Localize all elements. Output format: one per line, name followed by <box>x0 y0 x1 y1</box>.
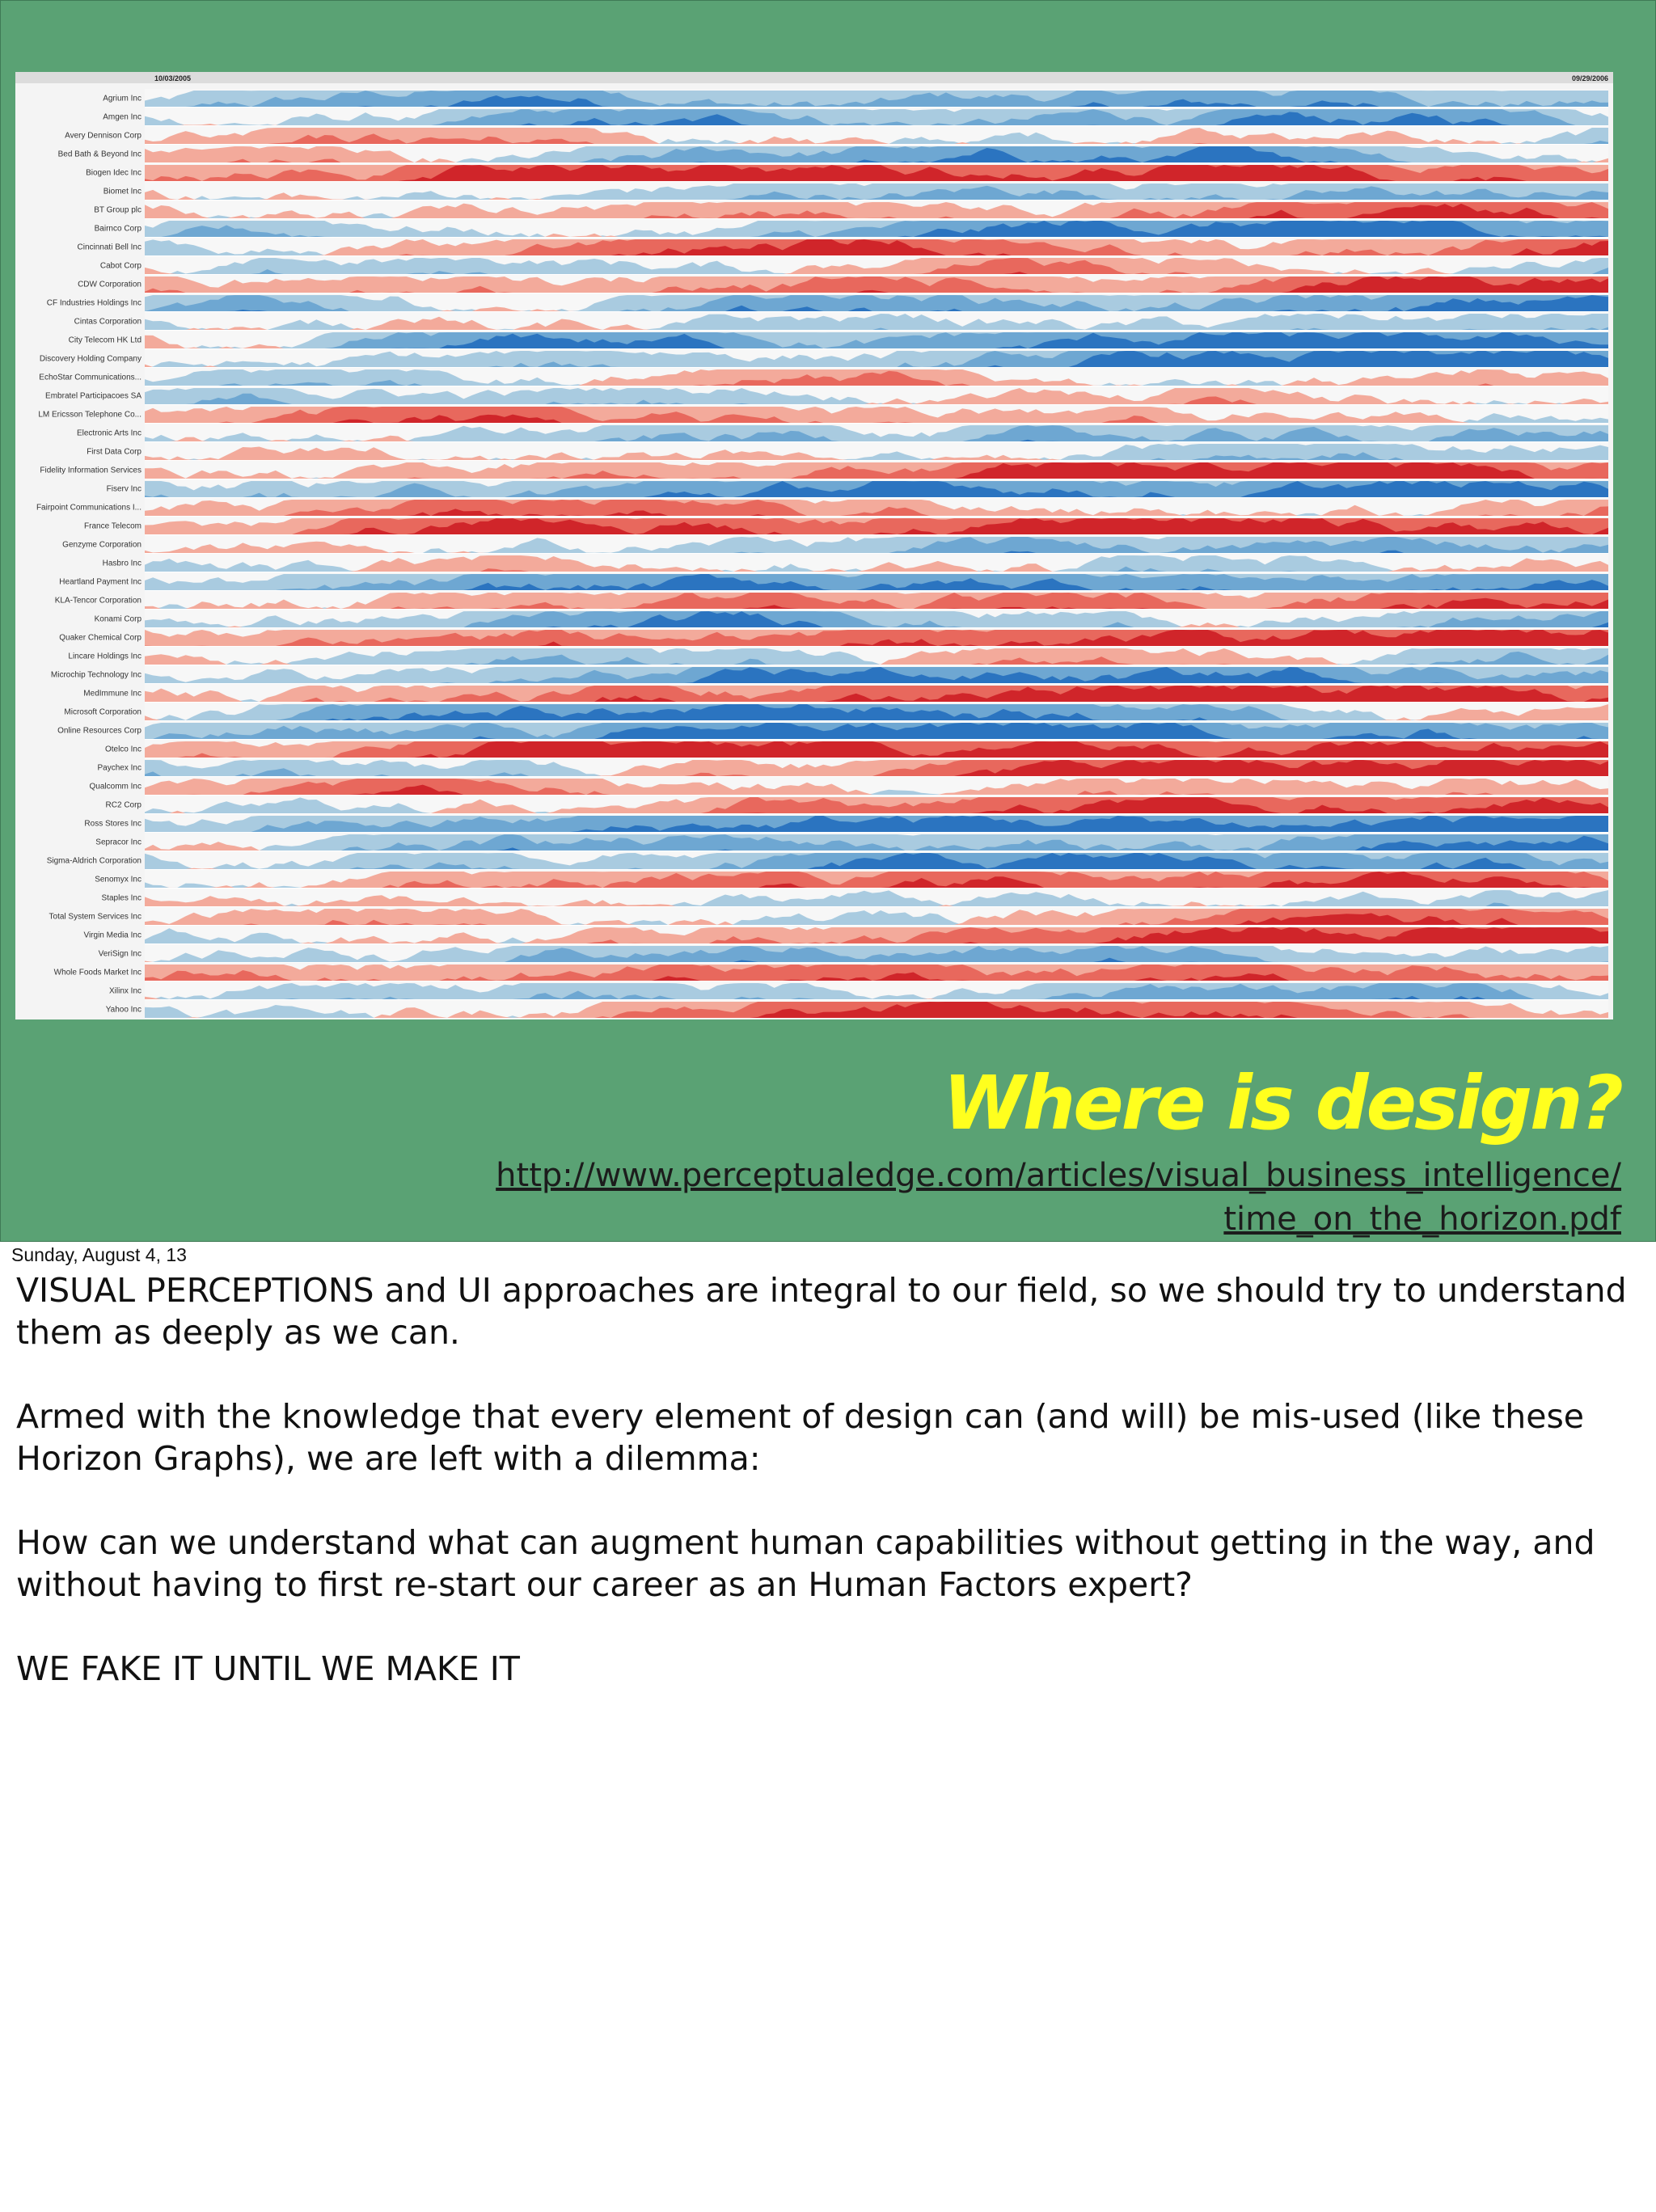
company-label: Microsoft Corporation <box>64 707 142 717</box>
horizon-row <box>107 479 1608 498</box>
company-label: Cabot Corp <box>99 261 142 271</box>
notes-paragraph: Armed with the knowledge that every element of design can (and will) be mis-used (like these Horizon Graphs), we are left with a dilemma: <box>16 1397 1585 1478</box>
company-label: LM Ericsson Telephone Co... <box>38 410 142 420</box>
horizon-row <box>38 405 1608 424</box>
horizon-row <box>78 238 1608 256</box>
company-label: RC2 Corp <box>105 800 142 810</box>
horizon-row <box>45 386 1608 405</box>
company-label: Online Resources Corp <box>57 726 142 736</box>
horizon-row <box>68 647 1608 665</box>
horizon-row <box>74 312 1608 331</box>
company-label: VeriSign Inc <box>98 949 142 959</box>
horizon-row <box>54 963 1608 981</box>
company-label: Otelco Inc <box>104 745 142 754</box>
company-label: Cintas Corporation <box>74 317 142 327</box>
company-label: Embratel Participacoes SA <box>45 391 142 401</box>
horizon-row <box>77 424 1608 442</box>
company-label: Qualcomm Inc <box>89 782 142 792</box>
company-label: BT Group plc <box>94 205 142 215</box>
horizon-row <box>102 889 1608 907</box>
horizon-row <box>94 201 1608 219</box>
horizon-row <box>57 721 1608 740</box>
horizon-row <box>40 349 1608 368</box>
horizon-row <box>86 163 1608 182</box>
company-label: Discovery Holding Company <box>39 354 142 364</box>
horizon-row <box>95 610 1608 628</box>
horizon-row <box>47 851 1608 870</box>
company-label: Biogen Idec Inc <box>86 168 142 178</box>
company-label: Agrium Inc <box>103 94 142 103</box>
speaker-notes <box>16 1269 1641 1732</box>
horizon-row <box>51 665 1608 684</box>
horizon-row <box>104 182 1608 201</box>
horizon-row <box>47 293 1608 312</box>
company-label: Microchip Technology Inc <box>50 670 142 680</box>
horizon-row <box>62 535 1608 554</box>
source-link-line-2[interactable]: time_on_the_horizon.pdf <box>1223 1201 1621 1238</box>
horizon-row <box>58 145 1608 163</box>
horizon-row <box>64 703 1608 721</box>
company-label: Lincare Holdings Inc <box>68 652 142 661</box>
company-label: Konami Corp <box>94 614 142 624</box>
company-label: KLA-Tencor Corporation <box>54 596 142 606</box>
horizon-row <box>59 572 1608 591</box>
horizon-row <box>95 833 1608 851</box>
company-label: Total System Services Inc <box>49 912 142 922</box>
company-label: Quaker Chemical Corp <box>59 633 142 643</box>
horizon-row <box>55 591 1608 610</box>
horizon-row <box>98 758 1608 777</box>
company-label: Paychex Inc <box>97 763 142 773</box>
horizon-row <box>106 1000 1608 1019</box>
notes-paragraph: How can we understand what can augment human capabilities without getting in the way, and without having to first re-start our career as an Human Factors expert? <box>16 1523 1595 1604</box>
horizon-row <box>49 907 1608 926</box>
company-label: Virgin Media Inc <box>83 931 142 940</box>
horizon-row <box>84 517 1608 535</box>
notes-paragraph: VISUAL PERCEPTIONS and UI approaches are integral to our field, so we should try to understand them as deeply as we can. <box>16 1271 1627 1352</box>
horizon-chart <box>15 72 1613 1019</box>
company-label: Fiserv Inc <box>106 484 142 494</box>
company-label: EchoStar Communications... <box>39 373 142 382</box>
company-label: Xilinx Inc <box>108 986 142 996</box>
company-label: First Data Corp <box>87 447 142 457</box>
horizon-row <box>103 108 1608 126</box>
horizon-row <box>95 219 1608 238</box>
company-label: Fidelity Information Services <box>40 466 142 475</box>
company-label: Staples Inc <box>101 893 142 903</box>
company-label: Ross Stores Inc <box>84 819 142 829</box>
company-label: Hasbro Inc <box>102 559 142 568</box>
company-label: Avery Dennison Corp <box>65 131 142 141</box>
company-label: Genzyme Corporation <box>62 540 142 550</box>
horizon-row <box>105 740 1608 758</box>
horizon-row <box>69 331 1608 349</box>
company-label: Electronic Arts Inc <box>76 428 142 438</box>
horizon-row <box>95 870 1608 889</box>
company-label: Bed Bath & Beyond Inc <box>57 150 142 159</box>
company-label: CDW Corporation <box>78 280 142 289</box>
horizon-row <box>36 498 1608 517</box>
company-label: Cincinnati Bell Inc <box>77 243 142 252</box>
company-label: Sepracor Inc <box>95 838 142 847</box>
horizon-row <box>109 981 1608 1000</box>
company-label: Whole Foods Market Inc <box>53 968 142 977</box>
company-label: Bairnco Corp <box>94 224 142 234</box>
notes-paragraph: WE FAKE IT UNTIL WE MAKE IT <box>16 1649 520 1688</box>
horizon-row <box>40 461 1608 479</box>
company-label: Senomyx Inc <box>95 875 142 884</box>
horizon-row <box>103 554 1608 572</box>
horizon-row <box>106 796 1608 814</box>
horizon-chart-svg <box>15 72 1613 1019</box>
chart-header-strip <box>15 72 1613 83</box>
company-label: Amgen Inc <box>103 112 142 122</box>
company-label: MedImmune Inc <box>83 689 142 699</box>
company-label: CF Industries Holdings Inc <box>46 298 142 308</box>
horizon-row <box>103 89 1608 108</box>
start-date-label: 10/03/2005 <box>154 74 192 82</box>
horizon-row <box>78 275 1608 293</box>
horizon-row <box>83 684 1608 703</box>
date-label: Sunday, August 4, 13 <box>11 1244 187 1265</box>
company-label: Biomet Inc <box>103 187 142 196</box>
horizon-row <box>65 126 1608 145</box>
company-label: Heartland Payment Inc <box>59 577 142 587</box>
horizon-row <box>99 944 1608 963</box>
slide-title: Where is design? <box>943 1060 1621 1146</box>
horizon-row <box>59 628 1608 647</box>
horizon-row <box>39 368 1608 386</box>
horizon-row <box>87 442 1608 461</box>
end-date-label: 09/29/2006 <box>1571 74 1608 82</box>
horizon-row <box>90 777 1608 796</box>
company-label: Yahoo Inc <box>105 1005 142 1015</box>
horizon-row <box>84 814 1608 833</box>
horizon-row <box>83 926 1608 944</box>
company-label: Fairpoint Communications I... <box>36 503 142 513</box>
horizon-row <box>100 256 1608 275</box>
company-label: Sigma-Aldrich Corporation <box>46 856 142 866</box>
company-label: France Telecom <box>84 521 142 531</box>
source-link-line-1[interactable]: http://www.perceptualedge.com/articles/visual_business_intelligence/ <box>496 1157 1621 1194</box>
company-label: City Telecom HK Ltd <box>68 336 142 345</box>
source-link[interactable] <box>247 1154 1621 1241</box>
